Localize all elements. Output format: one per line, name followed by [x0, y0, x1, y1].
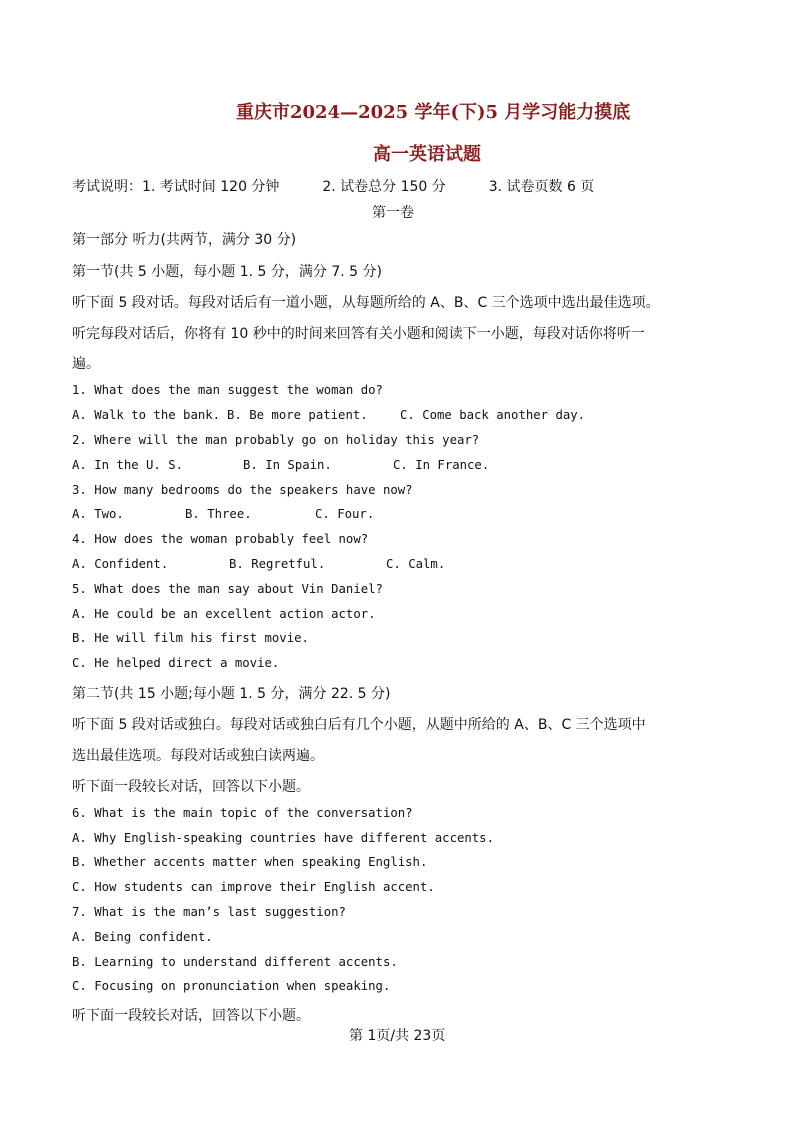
question-1: 1. What does the man suggest the woman do?: [72, 383, 383, 397]
option-c: C. Calm.: [386, 557, 446, 571]
exam-info-2: 2. 试卷总分 150 分: [322, 179, 446, 195]
option-b: B. In Spain.: [243, 458, 332, 472]
question-3: 3. How many bedrooms do the speakers have now?: [72, 483, 413, 497]
exam-info-3: 3. 试卷页数 6 页: [488, 179, 595, 195]
section2-instruction: 选出最佳选项。每段对话或独白读两遍。: [72, 748, 324, 764]
section1-instruction: 遍。: [72, 356, 100, 372]
options-3: [72, 507, 374, 521]
part1-heading: 第一部分 听力(共两节，满分 30 分): [72, 232, 297, 248]
option-a: A. He could be an excellent action actor.: [72, 607, 376, 621]
section2-instruction: 听下面 5 段对话或独白。每段对话或独白后有几个小题，从题中所给的 A、B、C 三个选项中: [72, 717, 646, 733]
question-7: 7. What is the man’s last suggestion?: [72, 905, 346, 919]
option-b: B. Be more patient.: [227, 408, 368, 422]
option-a: A. Why English-speaking countries have different accents.: [72, 831, 494, 845]
options-1: [72, 408, 585, 422]
volume-label: 第一卷: [372, 205, 414, 221]
question-5: 5. What does the man say about Vin Daniel?: [72, 582, 383, 596]
question-2: 2. Where will the man probably go on holiday this year?: [72, 433, 480, 447]
option-b: B. Regretful.: [229, 557, 326, 571]
exam-title: 重庆市2024—2025 学年(下)5 月学习能力摸底: [236, 102, 631, 123]
option-b: B. Three.: [185, 507, 252, 521]
exam-subtitle: 高一英语试题: [373, 144, 481, 165]
option-a: A. Being confident.: [72, 930, 213, 944]
option-b: B. Whether accents matter when speaking English.: [72, 855, 428, 869]
option-a: A. In the U. S.: [72, 458, 184, 472]
conversation-lead: 听下面一段较长对话，回答以下小题。: [72, 1008, 310, 1024]
exam-info-line: [72, 176, 594, 196]
options-2: [72, 458, 489, 472]
option-a: A. Confident.: [72, 557, 169, 571]
section1-instruction: 听下面 5 段对话。每段对话后有一道小题，从每题所给的 A、B、C 三个选项中选出最佳选项。: [72, 295, 660, 311]
option-c: C. Focusing on pronunciation when speaking.: [72, 979, 391, 993]
exam-info-1: 考试说明：1. 考试时间 120 分钟: [72, 179, 280, 195]
section1-heading: 第一节(共 5 小题，每小题 1. 5 分，满分 7. 5 分): [72, 264, 382, 280]
question-6: 6. What is the main topic of the conversation?: [72, 806, 413, 820]
option-c: C. He helped direct a movie.: [72, 656, 280, 670]
options-4: [72, 557, 445, 571]
option-b: B. He will film his first movie.: [72, 631, 309, 645]
conversation-lead: 听下面一段较长对话，回答以下小题。: [72, 779, 310, 795]
section2-heading: 第二节(共 15 小题;每小题 1. 5 分，满分 22. 5 分): [72, 686, 391, 702]
option-a: A. Walk to the bank.: [72, 408, 221, 422]
option-a: A. Two.: [72, 507, 124, 521]
question-4: 4. How does the woman probably feel now?: [72, 532, 369, 546]
option-c: C. Come back another day.: [400, 408, 586, 422]
option-c: C. In France.: [393, 458, 490, 472]
page-footer: 第 1页/共 23页: [349, 1028, 446, 1044]
section1-instruction: 听完每段对话后，你将有 10 秒中的时间来回答有关小题和阅读下一小题，每段对话你将听一: [72, 326, 645, 342]
option-c: C. How students can improve their English accent.: [72, 880, 435, 894]
option-b: B. Learning to understand different accents.: [72, 955, 398, 969]
option-c: C. Four.: [315, 507, 375, 521]
